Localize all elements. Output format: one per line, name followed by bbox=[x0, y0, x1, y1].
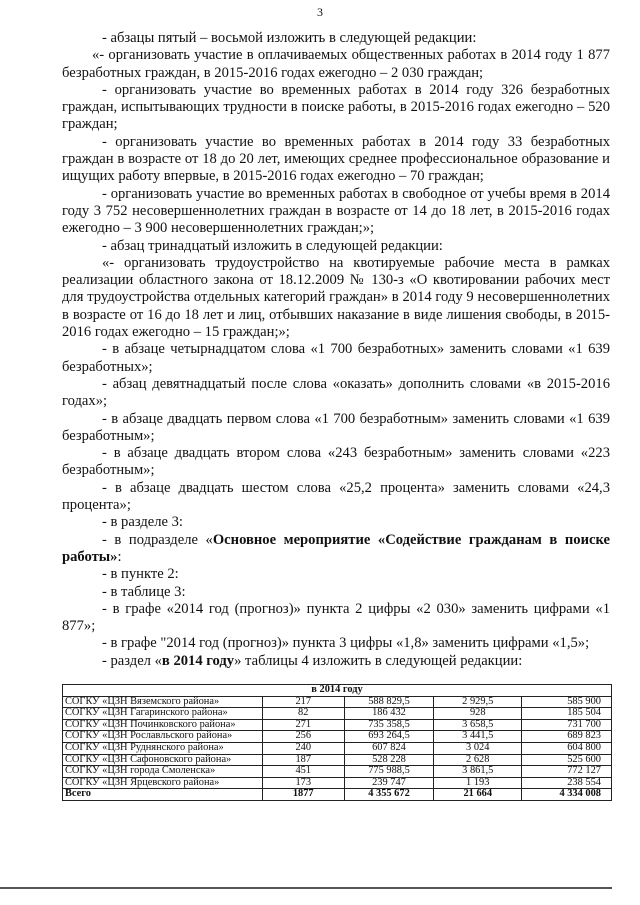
table-cell: 217 bbox=[262, 696, 344, 708]
table-cell: 607 824 bbox=[344, 742, 434, 754]
table-cell: СОГКУ «ЦЗН Рославльского района» bbox=[63, 731, 263, 743]
table-header: в 2014 году bbox=[63, 685, 612, 697]
table-cell: 185 504 bbox=[522, 708, 612, 720]
table-cell: 528 228 bbox=[344, 754, 434, 766]
table-intro bbox=[62, 653, 610, 670]
table-cell: СОГКУ «ЦЗН Сафоновского района» bbox=[63, 754, 263, 766]
table-cell: 21 664 bbox=[434, 789, 522, 801]
table-cell: 604 800 bbox=[522, 742, 612, 754]
table-cell: 82 bbox=[262, 708, 344, 720]
table-cell: 3 861,5 bbox=[434, 766, 522, 778]
budget-table bbox=[62, 684, 612, 801]
table-cell: 735 358,5 bbox=[344, 719, 434, 731]
paragraph: «- организовать участие в оплачиваемых общественных работах в 2014 году 1 877 безработных граждан, в 2015-2016 годах ежегодно – 2 030 граждан; bbox=[62, 47, 610, 81]
table-cell: СОГКУ «ЦЗН Вяземского района» bbox=[63, 696, 263, 708]
subsection-suffix: : bbox=[117, 548, 122, 565]
table-cell: Всего bbox=[63, 789, 263, 801]
table-cell: СОГКУ «ЦЗН Руднянского района» bbox=[63, 742, 263, 754]
table-cell: 3 658,5 bbox=[434, 719, 522, 731]
table-cell: 239 747 bbox=[344, 777, 434, 789]
paragraph: - в графе "2014 год (прогноз)» пункта 3 цифры «1,8» заменить цифрами «1,5»; bbox=[102, 635, 590, 652]
table-row bbox=[63, 754, 612, 766]
scan-bottom-edge bbox=[0, 887, 612, 889]
paragraph: «- организовать трудоустройство на квотируемые рабочие места в рамках реализации областного закона от 18.12.2009 № 130-з «О квотировании рабочих мест для трудоустройства отдельных категорий граждан» в 2014 году 9 несовершеннолетних в возрасте от 16 до 18 лет и лиц, отбывших наказание в виде лишения свободы, в 2015-2016 годах ежегодно – 15 граждан;»; bbox=[62, 254, 610, 341]
table-cell: 271 bbox=[262, 719, 344, 731]
table-intro-suffix: » таблицы 4 изложить в следующей редакции: bbox=[234, 652, 523, 669]
table-cell: 2 929,5 bbox=[434, 696, 522, 708]
table-cell: 4 334 008 bbox=[522, 789, 612, 801]
table-cell: 731 700 bbox=[522, 719, 612, 731]
table-cell: СОГКУ «ЦЗН Гагаринского района» bbox=[63, 708, 263, 720]
paragraph: - в абзаце двадцать шестом слова «25,2 процента» заменить словами «24,3 процента»; bbox=[62, 479, 610, 514]
table-cell: 186 432 bbox=[344, 708, 434, 720]
paragraph: - в абзаце двадцать первом слова «1 700 безработным» заменить словами «1 639 безработным»; bbox=[62, 410, 610, 444]
table-row bbox=[63, 719, 612, 731]
table-cell: 588 829,5 bbox=[344, 696, 434, 708]
table-cell: 451 bbox=[262, 766, 344, 778]
table-cell: 1 193 bbox=[434, 777, 522, 789]
table-cell: 2 628 bbox=[434, 754, 522, 766]
table-cell: 772 127 bbox=[522, 766, 612, 778]
paragraph: - в пункте 2: bbox=[102, 566, 179, 583]
paragraph: - в абзаце четырнадцатом слова «1 700 безработных» заменить словами «1 639 безработных»; bbox=[62, 341, 610, 375]
paragraph: - организовать участие во временных работах в 2014 году 326 безработных граждан, испытывающих трудности в поиске работы, в 2015-2016 годах ежегодно – 520 граждан; bbox=[62, 81, 610, 133]
table-cell: 238 554 bbox=[522, 777, 612, 789]
paragraph: - абзац девятнадцатый после слова «оказать» дополнить словами «в 2015-2016 годах»; bbox=[62, 375, 610, 410]
paragraph: - в разделе 3: bbox=[102, 514, 183, 531]
table-cell: 3 024 bbox=[434, 742, 522, 754]
table-cell: 3 441,5 bbox=[434, 731, 522, 743]
table-cell: 585 900 bbox=[522, 696, 612, 708]
table-cell: 4 355 672 bbox=[344, 789, 434, 801]
table-cell: 256 bbox=[262, 731, 344, 743]
paragraph: - в графе «2014 год (прогноз)» пункта 2 цифры «2 030» заменить цифрами «1 877»; bbox=[62, 600, 610, 635]
table-cell: 525 600 bbox=[522, 754, 612, 766]
table-row bbox=[63, 731, 612, 743]
paragraph: - организовать участие во временных работах в свободное от учебы время в 2014 году 3 752 несовершеннолетних граждан в возрасте от 14 до 18 лет, в 2015-2016 годах ежегодно – 3 900 несовершеннолетних граждан;»; bbox=[62, 185, 610, 237]
table-cell: 173 bbox=[262, 777, 344, 789]
paragraph: - в абзаце двадцать втором слова «243 безработным» заменить словами «223 безработным»; bbox=[62, 445, 610, 479]
table-row bbox=[63, 742, 612, 754]
table-cell: СОГКУ «ЦЗН города Смоленска» bbox=[63, 766, 263, 778]
subsection-prefix: - в подразделе « bbox=[102, 531, 213, 548]
document-body bbox=[62, 30, 610, 670]
paragraph: - в таблице 3: bbox=[102, 583, 186, 600]
table-intro-prefix: - раздел « bbox=[102, 652, 162, 669]
table-cell: 775 988,5 bbox=[344, 766, 434, 778]
page-number: 3 bbox=[317, 5, 323, 19]
paragraph: - абзац тринадцатый изложить в следующей редакции: bbox=[102, 237, 443, 254]
table-cell: СОГКУ «ЦЗН Ярцевского района» bbox=[63, 777, 263, 789]
table-row bbox=[63, 766, 612, 778]
table-row bbox=[63, 777, 612, 789]
table-cell: 689 823 bbox=[522, 731, 612, 743]
table-header-row bbox=[63, 685, 612, 697]
paragraph: - абзацы пятый – восьмой изложить в следующей редакции: bbox=[102, 30, 477, 46]
table-cell: СОГКУ «ЦЗН Починковского района» bbox=[63, 719, 263, 731]
subsection-paragraph bbox=[62, 532, 610, 567]
table-cell: 693 264,5 bbox=[344, 731, 434, 743]
table-cell: 187 bbox=[262, 754, 344, 766]
table-row bbox=[63, 708, 612, 720]
subsection-title: Основное мероприятие «Содействие гражданам в поиске работы» bbox=[62, 531, 610, 565]
table-cell: 928 bbox=[434, 708, 522, 720]
table-total-row bbox=[63, 789, 612, 801]
paragraph: - организовать участие во временных работах в 2014 году 33 безработных граждан в возрасте от 18 до 20 лет, имеющих среднее профессиональное образование и ищущих работу впервые, в 2015-2016 годах ежегодно – 70 граждан; bbox=[62, 133, 610, 185]
table-cell: 240 bbox=[262, 742, 344, 754]
table-row bbox=[63, 696, 612, 708]
table-intro-bold: в 2014 году bbox=[161, 652, 235, 669]
table-cell: 1877 bbox=[262, 789, 344, 801]
